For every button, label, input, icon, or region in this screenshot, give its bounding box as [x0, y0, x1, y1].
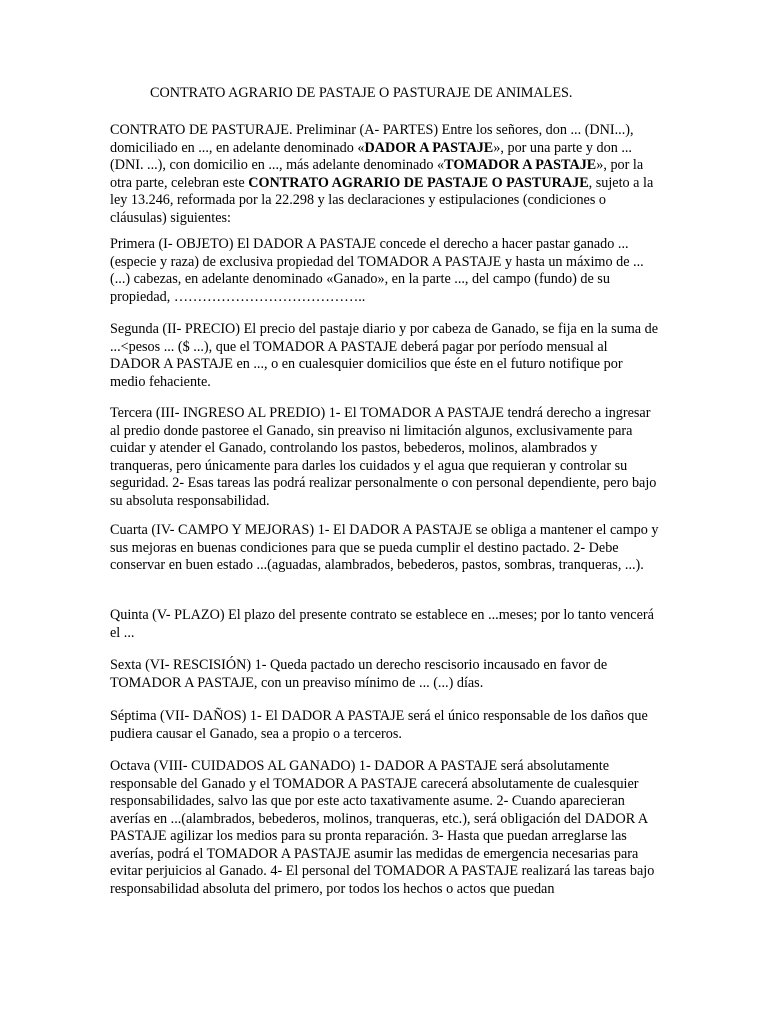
- clause-sexta: Sexta (VI- RESCISIÓN) 1- Queda pactado un derecho rescisorio incausado en favor de TOMADOR A PASTAJE, con un preaviso mínimo de ... (...) días.: [110, 657, 608, 691]
- preamble-text-1: CONTRATO DE PASTURAJE. Preliminar (A- PARTES) Entre los señores, don ... (DNI...), domiciliado en ..., en adelante denominado «: [110, 122, 634, 156]
- clause-tercera: Tercera (III- INGRESO AL PREDIO) 1- El TOMADOR A PASTAJE tendrá derecho a ingresar al predio donde pastoree el Ganado, sin preaviso ni limitación algunos, exclusivamente para cuidar y atender el Ganado, controlando los pastos, bebederos, molinos, alambrados y tranqueras, pero únicamente para darles los cuidados y el agua que requieran y controlar su seguridad. 2- Esas tareas las podrá realizar personalmente o con personal dependiente, pero bajo su absoluta responsabilidad.: [110, 405, 657, 509]
- document-title: CONTRATO AGRARIO DE PASTAJE O PASTURAJE DE ANIMALES.: [150, 85, 573, 101]
- clause-cuarta: Cuarta (IV- CAMPO Y MEJORAS) 1- El DADOR A PASTAJE se obliga a mantener el campo y sus mejoras en buenas condiciones para que se pueda cumplir el destino pactado. 2- Debe conservar en buen estado ...(aguadas, alambrados, bebederos, pastos, sombras, tranqueras, ...).: [110, 522, 659, 573]
- preamble-text-2: », por una parte y don ... (DNI. ...), con domicilio en ..., más adelante denominado «: [110, 139, 632, 173]
- clause-primera: Primera (I- OBJETO) El DADOR A PASTAJE concede el derecho a hacer pastar ganado ...(especie y raza) de exclusiva propiedad del TOMADOR A PASTAJE y hasta un máximo de ... (...) cabezas, en adelante denominado «Ganado», en la parte ..., del campo (fundo) de su propiedad, …………………………………..: [110, 236, 644, 305]
- preamble-bold-tomador: TOMADOR A PASTAJE: [444, 157, 597, 173]
- preamble-text-4: , sujeto a la ley 13.246, reformada por la 22.298 y las declaraciones y estipulaciones (condiciones o cláusulas) siguientes:: [110, 174, 654, 226]
- preamble-bold-contrato: CONTRATO AGRARIO DE PASTAJE O PASTURAJE: [248, 174, 589, 191]
- preamble-text-3: », por la otra parte, celebran este: [110, 157, 644, 191]
- clause-quinta: Quinta (V- PLAZO) El plazo del presente contrato se establece en ...meses; por lo tanto vencerá el ...: [110, 607, 654, 641]
- preamble-paragraph: [110, 122, 660, 227]
- preamble-bold-dador: DADOR A PASTAJE: [364, 139, 494, 156]
- clause-octava: Octava (VIII- CUIDADOS AL GANADO) 1- DADOR A PASTAJE será absolutamente responsable del Ganado y el TOMADOR A PASTAJE carecerá absolutamente de cualesquier responsabilidades, salvo las que por este acto taxativamente asume. 2- Cuando aparecieran averías en ...(alambrados, bebederos, molinos, tranqueras, etc.), será obligación del DADOR A PASTAJE agilizar los medios para su pronta reparación. 3- Hasta que puedan arreglarse las averías, podrá el TOMADOR A PASTAJE asumir las medidas de emergencia necesarias para evitar perjuicios al Ganado. 4- El personal del TOMADOR A PASTAJE realizará las tareas bajo responsabilidad absoluta del primero, por todos los hechos o actos que puedan: [110, 758, 655, 897]
- clause-septima: Séptima (VII- DAÑOS) 1- El DADOR A PASTAJE será el único responsable de los daños que pudiera causar el Ganado, sea a propio o a terceros.: [110, 708, 648, 742]
- clause-segunda: Segunda (II- PRECIO) El precio del pastaje diario y por cabeza de Ganado, se fija en la suma de ...<pesos ... ($ ...), que el TOMADOR A PASTAJE deberá pagar por período mensual al DADOR A PASTAJE en ..., o en cualesquier domicilios que éste en el futuro notifique por medio fehaciente.: [110, 321, 658, 390]
